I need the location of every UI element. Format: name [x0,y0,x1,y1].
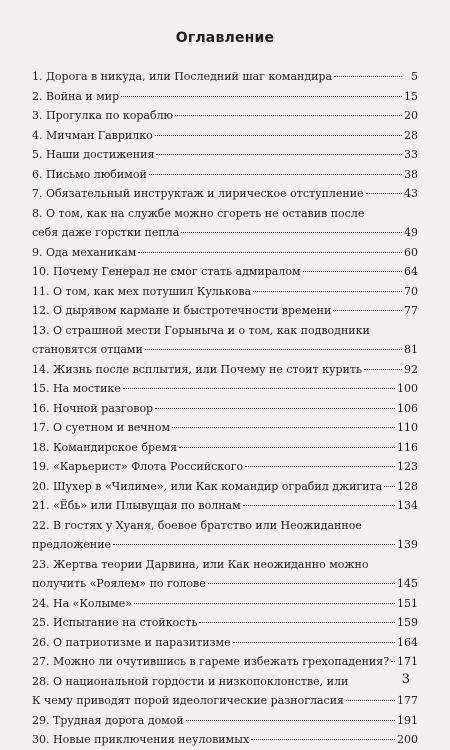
toc-entry-row [32,633,418,653]
toc-entry-row [32,613,418,633]
dot-leader [155,135,402,136]
toc-entry-page: 20 [404,109,418,122]
toc-entry-title: 6. Письмо любимой [32,167,147,181]
toc-entry [32,418,418,438]
toc-entry [32,165,418,185]
toc-entry-title: 26. О патриотизме и паразитизме [32,635,231,649]
dot-leader [243,505,395,506]
toc-entry-title: 30. Новые приключения неуловимых [32,733,250,746]
dot-leader [175,115,402,116]
toc-entry-title: получить «Роялем» по голове [32,577,206,590]
toc-entry-row [32,340,418,360]
toc-entry-page: 171 [397,655,418,668]
toc-entry-title-line: 23. Жертва теории Дарвина, или Как неожиданно можно [32,557,369,571]
toc-entry [32,360,418,380]
toc-entry-title: 3. Прогулка по кораблю [32,109,174,122]
toc-entry-page: 92 [404,362,418,376]
toc-entry-row [32,106,418,126]
toc-entry [32,184,418,204]
toc-entry [32,282,418,302]
toc-entry-page: 128 [397,479,418,493]
toc-entry-row [32,594,418,614]
toc-entry [32,477,418,497]
page-number: 3 [401,672,410,687]
toc-entry-page: 60 [404,245,418,259]
toc-entry-title: 19. «Карьерист» Флота Российского [32,460,244,473]
toc-entry-page: 123 [397,460,418,473]
toc-entry-row [32,496,418,516]
toc-entry-title: 27. Можно ли очутившись в гареме избежать грехопадения? [32,655,390,668]
toc-entry-page: 43 [404,187,418,200]
toc-entry-row [32,243,418,263]
dot-leader [364,369,402,370]
toc-entry [32,379,418,399]
toc-entry [32,555,418,594]
toc-entry [32,613,418,633]
toc-entry [32,438,418,458]
table-of-contents [32,67,418,750]
toc-entry-row [32,535,418,555]
dot-leader [199,622,395,623]
toc-entry-row [32,223,418,243]
toc-entry-title: К чему приводят порой идеологические разногласия [32,694,344,707]
dot-leader [123,388,395,389]
toc-entry-row [32,711,418,731]
toc-entry [32,243,418,263]
toc-entry-title-line: 22. В гостях у Хуаня, боевое братство или Неожиданное [32,518,362,532]
toc-entry [32,301,418,321]
toc-entry-title: 1. Дорога в никуда, или Последний шаг командира [32,70,333,83]
toc-entry-page: 33 [404,148,418,161]
dot-leader [134,603,395,604]
dot-leader [138,252,402,253]
toc-entry-title-line: 28. О национальной гордости и низкопоклонстве, или [32,674,349,688]
toc-entry-row [32,438,418,458]
toc-entry-title: 25. Испытание на стойкость [32,616,198,629]
toc-entry-page: 145 [397,577,418,590]
toc-entry-row [32,457,418,477]
dot-leader [333,310,402,311]
dot-leader [366,193,402,194]
toc-entry-title-line: 8. О том, как на службе можно сгореть не оставив после [32,206,365,220]
toc-entry-row [32,126,418,146]
toc-entry-title: 29. Трудная дорога домой [32,713,184,727]
toc-entry-row [32,184,418,204]
toc-entry-page: 151 [397,596,418,610]
toc-entry-title: 18. Командирское бремя [32,440,178,454]
dot-leader [113,544,395,545]
toc-entry-page: 164 [397,635,418,649]
toc-entry-title: предложение [32,538,112,551]
toc-entry [32,399,418,419]
dot-leader [179,447,395,448]
toc-entry-page: 159 [397,616,418,629]
dot-leader [181,232,402,233]
toc-entry-page: 200 [397,733,418,746]
toc-entry-row [32,262,418,282]
toc-entry-row [32,691,418,711]
dot-leader [391,661,395,662]
toc-entry-title-line: 13. О страшной мести Горыныча и о том, как подводники [32,323,370,337]
toc-entry-title: 4. Мичман Гаврилко [32,128,153,142]
toc-entry-page: 15 [404,89,418,103]
toc-entry-page: 28 [404,128,418,142]
toc-entry-title: 21. «Ёбь» или Плывущая по волнам [32,499,241,512]
toc-entry-title: 14. Жизнь после всплытия, или Почему не стоит курить [32,362,362,376]
toc-entry [32,516,418,555]
toc-entry-page: 81 [404,343,418,356]
dot-leader [346,700,395,701]
dot-leader [172,427,395,428]
toc-entry-title: 12. О дырявом кармане и быстротечности времени [32,304,332,317]
toc-entry-title: 10. Почему Генерал не смог стать адмиралом [32,265,301,278]
toc-entry [32,126,418,146]
toc-entry [32,633,418,653]
toc-entry [32,652,418,672]
toc-entry [32,106,418,126]
toc-entry-title: 16. Ночной разговор [32,401,154,415]
toc-entry [32,67,418,87]
dot-leader [149,174,402,175]
dot-leader [155,408,395,409]
toc-entry [32,711,418,731]
dot-leader [245,466,395,467]
toc-entry-page: 134 [397,499,418,512]
toc-entry-page: 110 [397,421,418,434]
toc-entry [32,262,418,282]
toc-entry-title: 11. О том, как мех потушил Кулькова [32,284,252,298]
toc-entry-page: 116 [397,440,418,454]
dot-leader [145,349,402,350]
toc-entry-title: 5. Наши достижения [32,148,155,161]
toc-entry-row [32,145,418,165]
toc-entry-row [32,87,418,107]
dot-leader [208,583,395,584]
toc-entry-row [32,574,418,594]
dot-leader [186,720,395,721]
toc-entry [32,321,418,360]
toc-entry-row [32,730,418,750]
dot-leader [233,642,395,643]
dot-leader [253,291,402,292]
toc-entry-page: 38 [404,167,418,181]
dot-leader [303,271,402,272]
toc-entry-title: себя даже горстки пепла [32,226,180,239]
toc-entry-page: 106 [397,401,418,415]
toc-entry-row [32,418,418,438]
toc-entry [32,672,418,711]
dot-leader [384,486,395,487]
toc-entry-row [32,67,418,87]
toc-entry-title: 7. Обязательный инструктаж и лирическое отступление [32,187,364,200]
toc-entry [32,457,418,477]
toc-entry-title: 2. Война и мир [32,89,120,103]
toc-entry-row [32,360,418,380]
toc-entry-row [32,399,418,419]
toc-entry-title: 24. На «Колыме» [32,596,133,610]
toc-entry-title: 20. Шухер в «Чилиме», или Как командир ограбил джигита [32,479,383,493]
toc-entry-page: 49 [404,226,418,239]
toc-entry-row [32,301,418,321]
toc-entry-title: 15. На мостике [32,382,121,395]
toc-entry [32,87,418,107]
toc-entry-title: становятся отцами [32,343,143,356]
toc-entry-row [32,282,418,302]
toc-entry-row [32,652,418,672]
toc-entry-row [32,379,418,399]
toc-entry-row [32,165,418,185]
dot-leader [156,154,402,155]
toc-entry-page: 77 [404,304,418,317]
toc-entry [32,204,418,243]
toc-entry [32,730,418,750]
toc-entry-page: 177 [397,694,418,707]
toc-entry [32,496,418,516]
toc-entry-page: 191 [397,713,418,727]
dot-leader [334,76,402,77]
toc-entry-row [32,477,418,497]
toc-entry-page: 5 [411,70,418,83]
toc-entry-page: 100 [397,382,418,395]
page-title: Оглавление [175,30,275,46]
toc-entry-page: 139 [397,538,418,551]
toc-entry-title: 17. О суетном и вечном [32,421,171,434]
toc-entry-page: 70 [404,284,418,298]
dot-leader [251,739,395,740]
toc-entry [32,594,418,614]
dot-leader [121,96,402,97]
toc-entry-title: 9. Ода механикам [32,245,137,259]
toc-entry [32,145,418,165]
toc-entry-page: 64 [404,265,418,278]
